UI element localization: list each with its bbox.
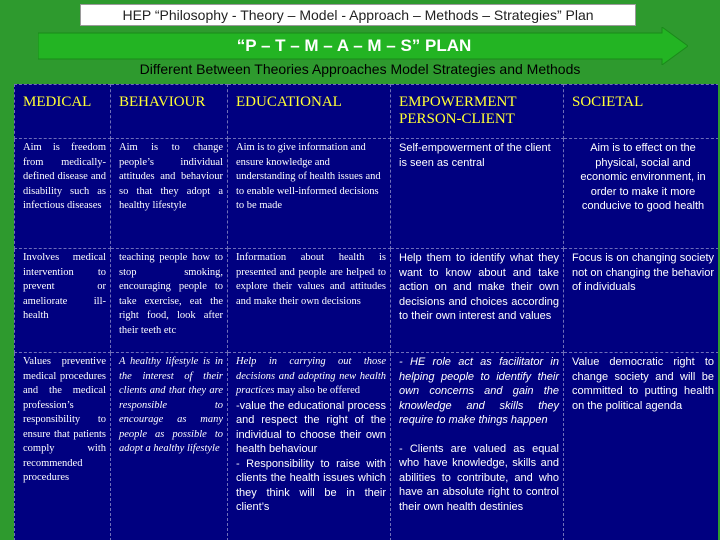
comparison-table xyxy=(14,84,718,540)
slide-title: HEP “Philosophy - Theory – Model - Approach – Methods – Strategies” Plan xyxy=(80,4,636,26)
cell-spacer xyxy=(399,428,559,442)
subtitle: Different Between Theories Approaches Model Strategies and Methods xyxy=(139,61,581,77)
cell-text: - Clients are valued as equal who have knowledge, skills and abilities to contribute, and who have an absolute right to control their own health destinies xyxy=(399,442,559,513)
table-cell xyxy=(391,353,564,540)
table-cell: A healthy lifestyle is in the interest of their clients and that they are responsible to encourage as many people as possible to adopt a healthy lifestyle xyxy=(111,353,228,540)
table-row xyxy=(15,139,719,249)
table-row xyxy=(15,353,719,540)
cell-text-italic: - HE role act as facilitator in helping people to identify their own concerns and gain the knowledge and skills they require to make things happen xyxy=(399,356,559,426)
table-cell: Help them to identify what they want to know about and take action on and make their own decisions and choices according to their own interest and values xyxy=(391,249,564,353)
column-header-medical: MEDICAL xyxy=(15,85,111,139)
column-header-educational: EDUCATIONAL xyxy=(228,85,391,139)
table-cell: Aim is freedom from medically-defined disease and disability such as infectious diseases xyxy=(15,139,111,249)
plan-banner: “P – T – M – A – M – S” PLAN xyxy=(236,36,472,55)
table-row xyxy=(15,249,719,353)
cell-text: -value the educational process and respect the right of the individual to choose their own health behaviour xyxy=(236,399,386,455)
table-cell: Information about health is presented and people are helped to explore their values and attitudes and make their own decisions xyxy=(228,249,391,353)
table-cell: Values preventive medical procedures and the medical profession’s responsibility to ensure that patients comply with recommended procedures xyxy=(15,353,111,540)
cell-text-italic: Help in carrying out those decisions and adopting new health practices xyxy=(236,356,386,396)
column-header-societal: SOCIETAL xyxy=(564,85,719,139)
table-header-row xyxy=(15,85,719,139)
table-cell: Aim is to effect on the physical, social and economic environment, in order to make it more conducive to good health xyxy=(564,139,719,249)
table-cell: Focus is on changing society not on changing the behavior of individuals xyxy=(564,249,719,353)
table-cell: teaching people how to stop smoking, encouraging people to take exercise, eat the right food, look after their teeth etc xyxy=(111,249,228,353)
table-cell: Self-empowerment of the client is seen as central xyxy=(391,139,564,249)
column-header-empowerment: EMPOWERMENT PERSON-CLIENT xyxy=(391,85,564,139)
table-cell xyxy=(228,353,391,540)
table-cell: Involves medical intervention to prevent or ameliorate ill-health xyxy=(15,249,111,353)
table-cell: Aim is to change people’s individual attitudes and behaviour so that they adopt a healthy lifestyle xyxy=(111,139,228,249)
column-header-behaviour: BEHAVIOUR xyxy=(111,85,228,139)
cell-text: - Responsibility to raise with clients the health issues which they think will be in their client’s xyxy=(236,457,386,513)
table-cell: Value democratic right to change society and will be committed to putting health on the political agenda xyxy=(564,353,719,540)
cell-text: may also be offered xyxy=(277,385,361,396)
table-cell: Aim is to give information and ensure knowledge and understanding of health issues and to enable well-informed decisions to be made xyxy=(228,139,391,249)
